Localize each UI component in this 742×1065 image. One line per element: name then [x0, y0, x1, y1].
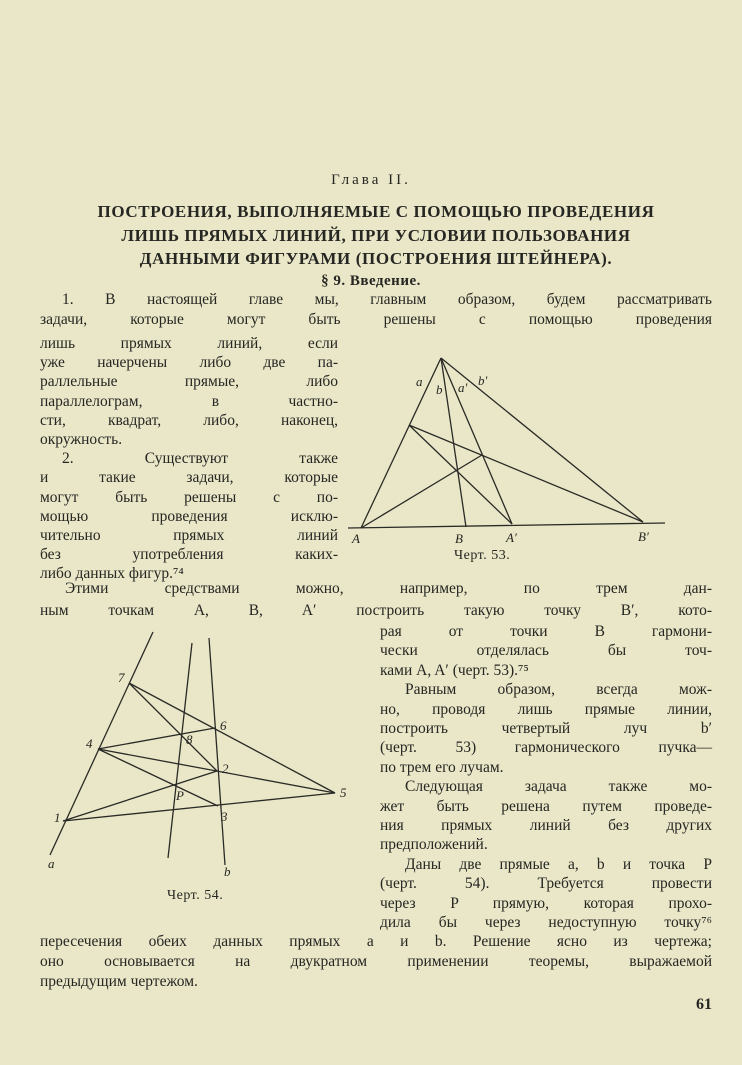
text-line: (черт. 53) гармонического пучка— [380, 739, 712, 757]
chapter-title-line-1: ПОСТРОЕНИЯ, ВЫПОЛНЯЕМЫЕ С ПОМОЩЬЮ ПРОВЕДЕНИЯ [97, 202, 655, 221]
text-line: предыдущим чертежом. [40, 973, 198, 990]
label-3: 3 [221, 809, 228, 824]
figure-54-caption: Черт. 54. [167, 888, 224, 903]
label-b: b [436, 382, 443, 397]
text-line: Этими средствами можно, например, по трем дан- [65, 580, 712, 597]
text-line: рая от точки B гармони- [380, 623, 712, 640]
text-line: уже начерчены либо две па- [40, 354, 338, 372]
text-line: чески отделялась бы точ- [380, 642, 712, 660]
page-number: 61 [696, 996, 712, 1013]
text-line: по трем его лучам. [380, 758, 504, 776]
text-line: параллелограм, в частно- [40, 392, 338, 410]
figure-54-lines [50, 632, 335, 865]
label-A: A [352, 531, 360, 546]
text-line: либо данных фигур.⁷⁴ [40, 565, 184, 583]
text-line: пересечения обеих данных прямых a и b. Решение ясно из чертежа; [40, 933, 712, 950]
label-1: 1 [54, 810, 61, 825]
label-a-prime: a′ [458, 380, 468, 395]
label-8: 8 [186, 732, 193, 747]
label-6: 6 [220, 718, 227, 733]
figure-53-caption: Черт. 53. [454, 548, 511, 563]
label-A-prime: A′ [506, 530, 517, 545]
section-title: § 9. Введение. [321, 273, 421, 289]
text-line: оно основывается на двукратном применении теоремы, выражаемой [40, 953, 712, 970]
text-line: 1. В настоящей главе мы, главным образом, будем рассматривать [62, 291, 712, 308]
text-line: задачи, которые могут быть решены с помощью проведения [40, 311, 712, 328]
text-line: (черт. 54). Требуется провести [380, 875, 712, 893]
label-5: 5 [340, 785, 347, 800]
text-line: но, проводя лишь прямые линии, [380, 700, 712, 718]
text-line: через P прямую, которая прохо- [380, 894, 712, 912]
text-line: ками A, A′ (черт. 53).⁷⁵ [380, 661, 529, 679]
text-line: построить четвертый луч b′ [380, 720, 712, 737]
text-line: предположений. [380, 836, 488, 854]
text-line: ным точкам A, B, A′ построить такую точку B′, кото- [40, 602, 712, 619]
text-line: дила бы через недоступную точку⁷⁶ [380, 914, 712, 931]
text-line: 2. Существуют также [62, 450, 338, 468]
text-line: Следующая задача также мо- [405, 778, 712, 796]
text-line: жет быть решена путем проведе- [380, 797, 712, 815]
text-line: сти, квадрат, либо, наконец, [40, 411, 338, 429]
text-line: и такие задачи, которые [40, 469, 338, 487]
text-line: без употребления каких- [40, 546, 338, 564]
label-B: B [455, 531, 463, 546]
text-line: мощью проведения исклю- [40, 507, 338, 525]
chapter-title-line-3: ДАННЫМИ ФИГУРАМИ (ПОСТРОЕНИЯ ШТЕЙНЕРА). [139, 249, 613, 268]
label-4: 4 [86, 736, 93, 751]
figure-53-lines [348, 358, 665, 528]
label-b-prime: b′ [478, 373, 488, 388]
label-7: 7 [118, 670, 125, 685]
label-2: 2 [222, 761, 229, 776]
label-a: a [416, 374, 423, 389]
text-line: могут быть решены с по- [40, 488, 338, 506]
text-line: Даны две прямые a, b и точка P [405, 855, 712, 873]
label-B-prime: B′ [638, 529, 649, 544]
text-line: Равным образом, всегда мож- [405, 681, 712, 699]
label-P: P [176, 788, 184, 803]
text-line: раллельные прямые, либо [40, 373, 338, 391]
chapter-title-line-2: ЛИШЬ ПРЯМЫХ ЛИНИЙ, ПРИ УСЛОВИИ ПОЛЬЗОВАНИЯ [121, 226, 631, 245]
chapter-label: Глава II. [331, 172, 411, 188]
text-line: лишь прямых линий, если [40, 335, 338, 352]
text-line: окружность. [40, 431, 123, 448]
label-a-line: a [48, 856, 55, 871]
text-line: ния прямых линий без других [380, 817, 712, 834]
label-b-line: b [224, 864, 231, 879]
text-line: чительно прямых линий [40, 527, 338, 544]
